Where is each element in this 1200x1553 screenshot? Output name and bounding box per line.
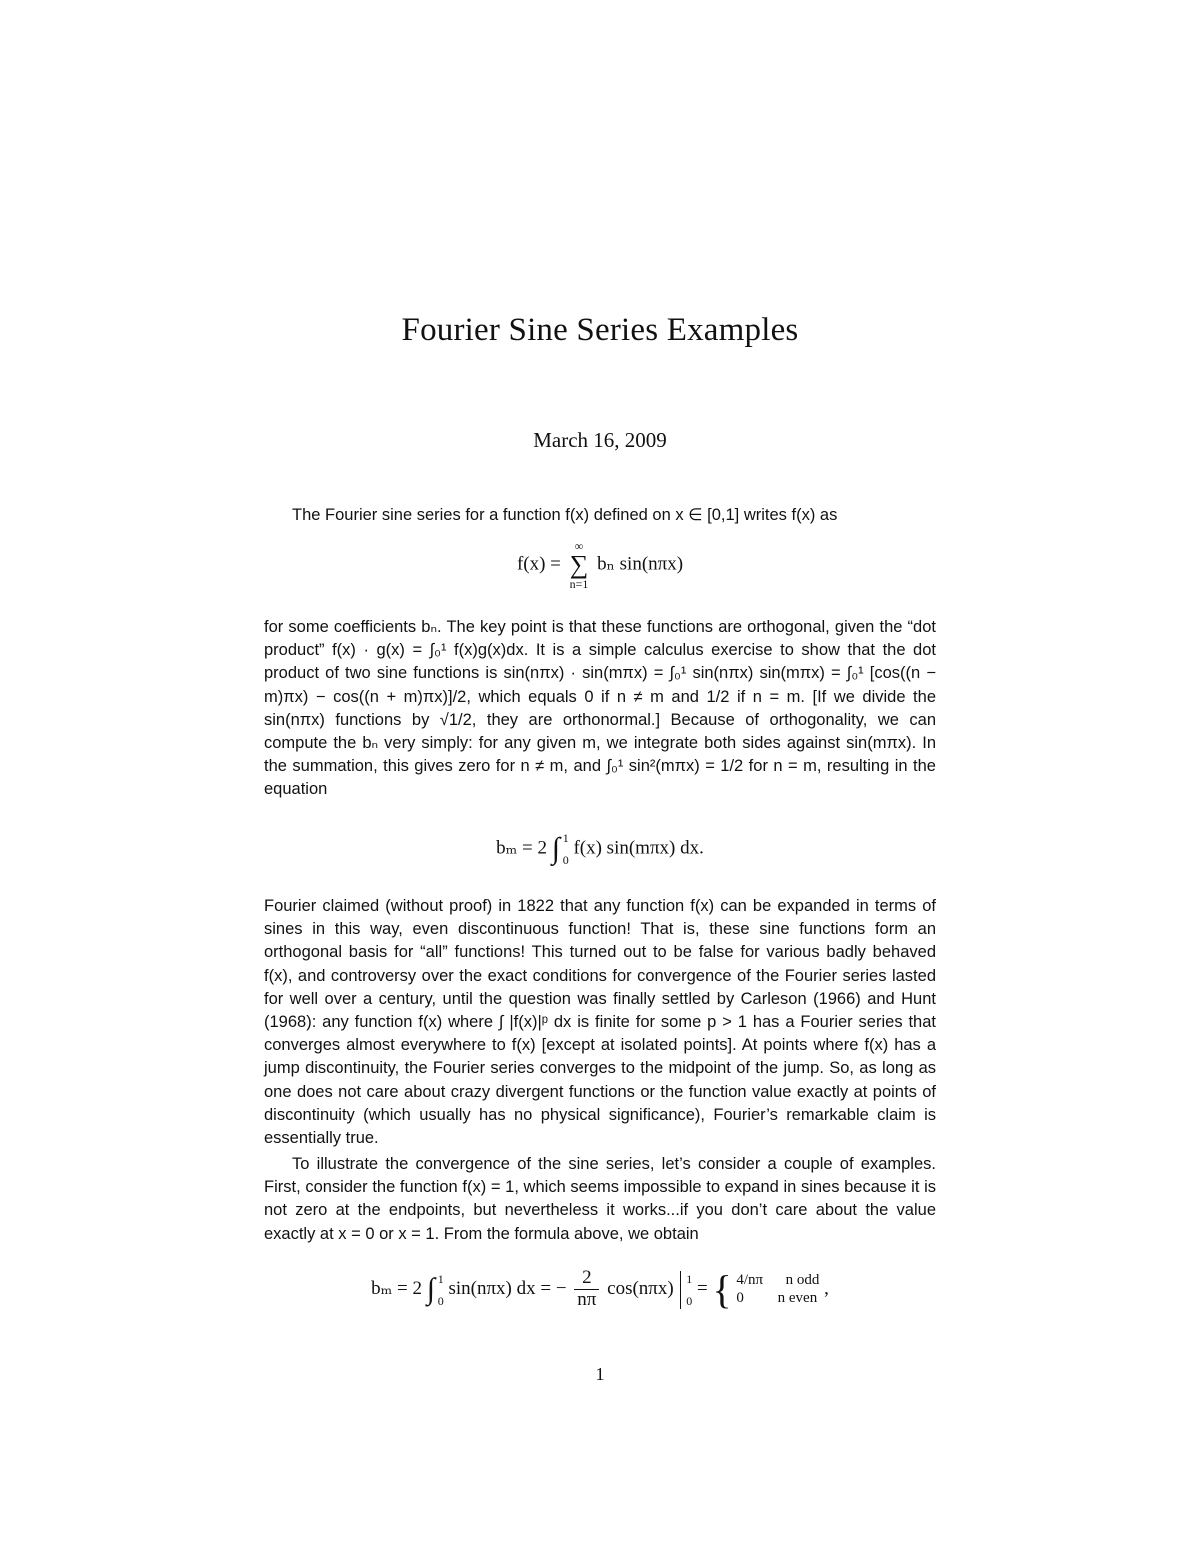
integral-sign: ∫ (551, 832, 560, 865)
cases-block (736, 1272, 819, 1307)
case-row-even (736, 1290, 819, 1307)
document-date: March 16, 2009 (533, 428, 667, 452)
paragraph-3-text: Fourier claimed (without proof) in 1822 that any function f(x) can be expanded in terms of sines in this way, even discontinuous function! That is, these sine functions form an orthogonal basis for “all” functions! This turned out to be false for various badly behaved f(x), and controversy over the exact conditions for convergence of the Fourier series lasted for well over a century, until the question was finally settled by Carleson (1966) and Hunt (1968): any function f(x) where ∫ |f(x)|ᵖ dx is finite for some p > 1 has a Fourier series that converges almost everywhere to f(x) [except at isolated points]. At points where f(x) has a jump discontinuity, the Fourier series converges to the midpoint of the jump. So, as long as one does not care about crazy divergent functions or the function value exactly at points of discontinuity (which usually has no physical significance), Fourier’s remarkable claim is essentially true. (264, 897, 936, 1148)
eq2-lhs: bₘ = 2 (496, 837, 547, 859)
intro-paragraph (264, 505, 964, 525)
case-2-condition: n even (777, 1289, 818, 1306)
orthogonality-paragraph (264, 616, 936, 802)
fraction-denominator: nπ (577, 1289, 597, 1310)
sum-upper-limit: ∞ (574, 539, 584, 553)
equation-coefficient-formula (0, 832, 1200, 866)
summation-symbol (570, 540, 589, 590)
evaluation-limits (686, 1273, 692, 1307)
examples-paragraph (264, 1153, 936, 1246)
integral-sign: ∫ (426, 1272, 435, 1306)
paragraph-4-text: To illustrate the convergence of the sine series, let’s consider a couple of examples. First, consider the function f(x) = 1, which seems impossible to expand in sines because it is not zero at the endpoints, but nevertheless it works...if you don’t care about the value exactly at x = 0 or x = 1. From the formula above, we obtain (264, 1155, 936, 1243)
integral-limits (563, 832, 569, 866)
equation-fourier-series (0, 540, 1200, 590)
sigma-glyph: ∑ (569, 550, 589, 579)
integral-lower: 0 (437, 1293, 444, 1308)
eq3-lhs: bₘ = 2 (371, 1277, 422, 1299)
page-number: 1 (595, 1364, 605, 1384)
intro-text: The Fourier sine series for a function f(x) defined on x ∈ [0,1] writes f(x) as (292, 506, 838, 524)
fraction (574, 1268, 599, 1311)
convergence-paragraph (264, 895, 936, 1150)
integral-upper: 1 (437, 1271, 444, 1286)
eq3-trailing-comma: , (824, 1277, 829, 1299)
eq1-rhs: bₙ sin(nπx) (597, 553, 684, 575)
eq3-integrand: sin(nπx) dx = − (448, 1277, 567, 1299)
case-row-odd (736, 1272, 819, 1289)
case-1-value: 4/nπ (736, 1272, 764, 1289)
evaluation-lower: 0 (686, 1293, 693, 1308)
page-title: Fourier Sine Series Examples (401, 312, 799, 348)
cases-brace: { (712, 1267, 732, 1312)
sum-lower-limit: n=1 (569, 577, 589, 591)
eq3-cos-term: cos(nπx) (607, 1277, 674, 1299)
fraction-numerator: 2 (574, 1268, 599, 1290)
case-2-value: 0 (736, 1289, 744, 1306)
integral-limits (438, 1273, 444, 1307)
paragraph-2-text: for some coefficients bₙ. The key point is that these functions are orthogonal, given the “dot product” f(x) · g(x) = ∫₀¹ f(x)g(x)dx. It is a simple calculus exercise to show that the dot product of two sine functions is sin(nπx) · sin(mπx) = ∫₀¹ sin(nπx) sin(mπx) = ∫₀¹ [cos((n − m)πx) − cos((n + m)πx)]/2, which equals 0 if n ≠ m and 1/2 if n = m. [If we divide the sin(nπx) functions by √1/2, they are orthonormal.] Because of orthogonality, we can compute the bₙ very simply: for any given m, we integrate both sides against sin(mπx). In the summation, this gives zero for n ≠ m, and ∫₀¹ sin²(mπx) = 1/2 for n = m, resulting in the equation (264, 618, 936, 799)
integral-lower: 0 (562, 853, 569, 867)
evaluation-bar (680, 1271, 681, 1309)
integral-upper: 1 (562, 831, 569, 845)
evaluation-upper: 1 (686, 1271, 693, 1286)
eq3-equals: = (696, 1277, 708, 1299)
eq1-lhs: f(x) = (516, 553, 561, 575)
equation-example-coefficients (0, 1266, 1200, 1313)
case-1-condition: n odd (785, 1272, 820, 1289)
eq2-integrand: f(x) sin(mπx) dx. (573, 837, 704, 859)
